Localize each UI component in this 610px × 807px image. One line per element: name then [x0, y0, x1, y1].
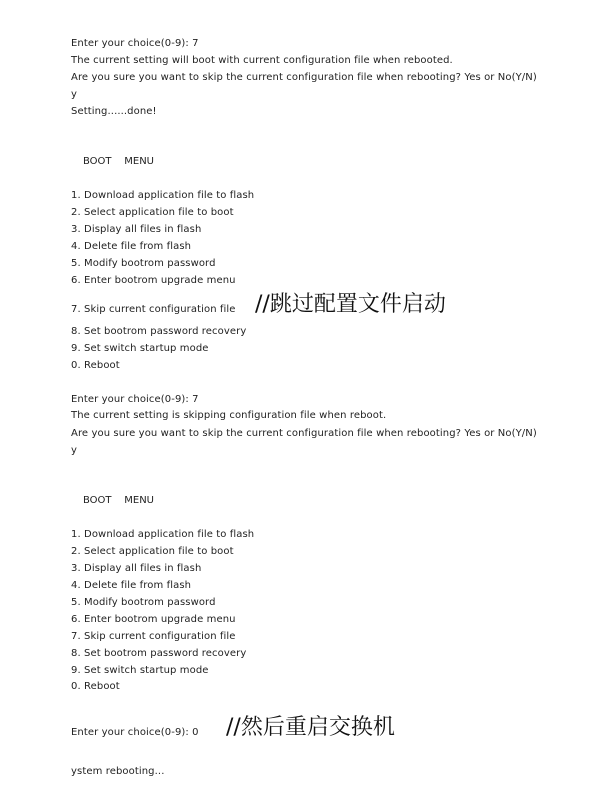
menu1-item-delete: 4. Delete file from flash — [71, 241, 192, 252]
status-line-1: The current setting will boot with current configuration file when rebooted. — [71, 55, 453, 66]
confirm-question-1: Are you sure you want to skip the current configuration file when rebooting? Yes or No(Y/N) — [71, 72, 537, 83]
confirm-question-2: Are you sure you want to skip the current configuration file when rebooting? Yes or No(Y/N) — [71, 428, 537, 439]
menu1-item-download: 1. Download application file to flash — [71, 190, 255, 201]
annotation-reboot-switch: //然后重启交换机 — [226, 715, 395, 740]
boot-menu-title-1: BOOT MENU — [83, 156, 154, 167]
confirm-answer-1: y — [71, 89, 78, 100]
choice-prompt-2: Enter your choice(0-9): 7 — [71, 394, 199, 405]
choice-prompt-1: Enter your choice(0-9): 7 — [71, 38, 199, 49]
menu1-item-skip-config: 7. Skip current configuration file — [71, 304, 236, 315]
menu2-item-skip-config: 7. Skip current configuration file — [71, 631, 236, 642]
menu2-item-delete: 4. Delete file from flash — [71, 580, 192, 591]
menu2-item-select: 2. Select application file to boot — [71, 546, 234, 557]
menu1-item-upgrade: 6. Enter bootrom upgrade menu — [71, 275, 236, 286]
menu2-item-display: 3. Display all files in flash — [71, 563, 202, 574]
menu1-item-display: 3. Display all files in flash — [71, 224, 202, 235]
setting-result: Setting......done! — [71, 106, 157, 117]
status-line-2: The current setting is skipping configuration file when reboot. — [71, 410, 387, 421]
boot-menu-title-2: BOOT MENU — [83, 495, 154, 506]
menu2-item-download: 1. Download application file to flash — [71, 529, 255, 540]
menu2-item-password: 5. Modify bootrom password — [71, 597, 216, 608]
menu1-item-recovery: 8. Set bootrom password recovery — [71, 326, 247, 337]
annotation-skip-config: //跳过配置文件启动 — [255, 292, 446, 317]
menu1-item-password: 5. Modify bootrom password — [71, 258, 216, 269]
menu1-item-select: 2. Select application file to boot — [71, 207, 234, 218]
confirm-answer-2: y — [71, 445, 78, 456]
menu2-item-startup: 9. Set switch startup mode — [71, 665, 209, 676]
choice-prompt-3: Enter your choice(0-9): 0 — [71, 727, 199, 738]
menu1-item-startup: 9. Set switch startup mode — [71, 343, 209, 354]
menu2-item-reboot: 0. Reboot — [71, 681, 120, 692]
rebooting-status: ystem rebooting... — [71, 766, 165, 777]
menu2-item-recovery: 8. Set bootrom password recovery — [71, 648, 247, 659]
menu1-item-reboot: 0. Reboot — [71, 360, 120, 371]
menu2-item-upgrade: 6. Enter bootrom upgrade menu — [71, 614, 236, 625]
